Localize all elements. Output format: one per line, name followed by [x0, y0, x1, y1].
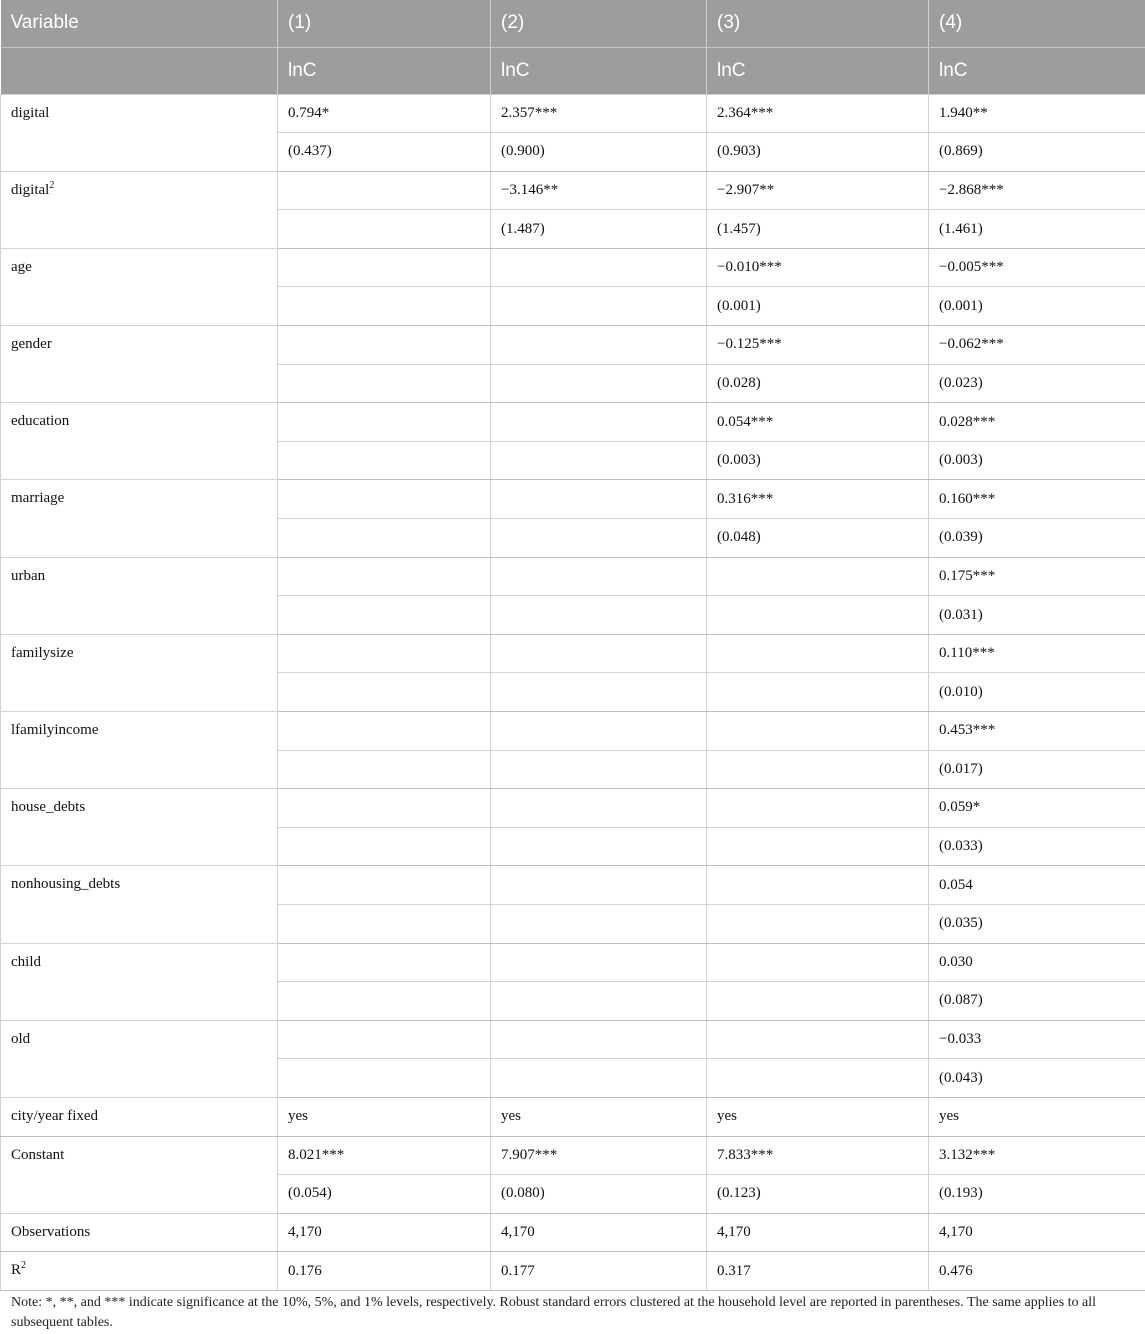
row-11-se-col-2: [491, 904, 707, 943]
row-12-variable-cell: [1, 943, 278, 1020]
row-3-se-col-1: [278, 287, 491, 326]
row-4-coef-col-4: −0.062***: [929, 326, 1145, 365]
variable-label: digital: [11, 181, 50, 198]
row-7-coef-col-3: [707, 557, 929, 596]
fixed-effects-variable-cell: [1, 1097, 278, 1136]
constant-se-col-2: (0.080): [491, 1175, 707, 1214]
row-6-coef-col-4: 0.160***: [929, 480, 1145, 519]
row-7-se-col-3: [707, 596, 929, 635]
row-10-coef-col-4: 0.059*: [929, 789, 1145, 828]
row-7-se-col-1: [278, 596, 491, 635]
row-3-se-col-4: (0.001): [929, 287, 1145, 326]
row-5-coef-col-4: 0.028***: [929, 403, 1145, 442]
row-8-se-col-3: [707, 673, 929, 712]
constant-coef-col-4: 3.132***: [929, 1136, 1145, 1175]
fixed-effects-col-3: yes: [707, 1097, 929, 1136]
row-11-coef-row: [1, 866, 1145, 905]
row-13-coef-col-1: [278, 1020, 491, 1059]
row-2-variable-cell: [1, 171, 278, 248]
constant-variable-cell: [1, 1136, 278, 1213]
variable-label: gender: [11, 336, 52, 353]
row-8-coef-col-1: [278, 634, 491, 673]
row-8-se-col-1: [278, 673, 491, 712]
row-4-coef-col-2: [491, 326, 707, 365]
variable-label: nonhousing_debts: [11, 876, 121, 893]
header-dependent-4: lnC: [929, 47, 1145, 94]
row-4-se-col-4: (0.023): [929, 364, 1145, 403]
row-1-coef-col-4: 1.940**: [929, 94, 1145, 133]
row-9-se-col-4: (0.017): [929, 750, 1145, 789]
row-13-coef-col-3: [707, 1020, 929, 1059]
superscript: 2: [49, 179, 55, 191]
row-2-se-col-4: (1.461): [929, 210, 1145, 249]
row-8-se-col-4: (0.010): [929, 673, 1145, 712]
row-12-se-col-2: [491, 982, 707, 1021]
fixed-effects-col-2: yes: [491, 1097, 707, 1136]
row-7-se-col-2: [491, 596, 707, 635]
constant-coef-col-3: 7.833***: [707, 1136, 929, 1175]
row-2-se-col-2: (1.487): [491, 210, 707, 249]
row-11-se-col-4: (0.035): [929, 904, 1145, 943]
row-11-variable-cell: [1, 866, 278, 943]
variable-label: familysize: [11, 644, 74, 661]
row-9-variable-cell: [1, 712, 278, 789]
header-row-dependent: [1, 47, 1145, 94]
row-2-coef-row: [1, 171, 1145, 210]
row-6-se-col-2: [491, 519, 707, 558]
row-3-coef-col-4: −0.005***: [929, 248, 1145, 287]
row-10-coef-row: [1, 789, 1145, 828]
row-5-variable-cell: [1, 403, 278, 480]
row-12-se-col-3: [707, 982, 929, 1021]
row-5-se-col-4: (0.003): [929, 441, 1145, 480]
row-13-coef-col-2: [491, 1020, 707, 1059]
table-note: Note: *, **, and *** indicate significance at the 10%, 5%, and 1% levels, respectively. Robust standard errors clustered at the household level are reported in parentheses. The same applies to all subsequent tables.: [11, 1295, 1097, 1330]
row-2-se-col-1: [278, 210, 491, 249]
row-13-coef-col-4: −0.033: [929, 1020, 1145, 1059]
r-squared-col-3: 0.317: [707, 1252, 929, 1291]
header-col-3: (3): [707, 0, 929, 47]
row-4-se-col-3: (0.028): [707, 364, 929, 403]
row-6-se-col-4: (0.039): [929, 519, 1145, 558]
header-dependent-3: lnC: [707, 47, 929, 94]
row-5-coef-col-2: [491, 403, 707, 442]
row-8-coef-col-4: 0.110***: [929, 634, 1145, 673]
constant-se-col-1: (0.054): [278, 1175, 491, 1214]
header-dependent-blank: [1, 47, 278, 94]
row-7-se-col-4: (0.031): [929, 596, 1145, 635]
row-10-coef-col-3: [707, 789, 929, 828]
row-6-se-col-1: [278, 519, 491, 558]
variable-label: old: [11, 1030, 31, 1047]
row-11-coef-col-3: [707, 866, 929, 905]
row-5-coef-col-1: [278, 403, 491, 442]
variable-label: Observations: [11, 1223, 91, 1240]
row-12-se-col-1: [278, 982, 491, 1021]
row-13-se-col-1: [278, 1059, 491, 1098]
row-5-coef-row: [1, 403, 1145, 442]
row-2-coef-col-3: −2.907**: [707, 171, 929, 210]
variable-label: education: [11, 413, 70, 430]
row-11-se-col-3: [707, 904, 929, 943]
variable-label: digital: [11, 104, 50, 121]
fixed-effects-col-1: yes: [278, 1097, 491, 1136]
row-1-se-col-4: (0.869): [929, 133, 1145, 172]
variable-label: urban: [11, 567, 46, 584]
row-9-se-col-3: [707, 750, 929, 789]
constant-coef-col-2: 7.907***: [491, 1136, 707, 1175]
row-11-coef-col-2: [491, 866, 707, 905]
row-3-coef-col-2: [491, 248, 707, 287]
row-4-coef-col-3: −0.125***: [707, 326, 929, 365]
variable-label: Constant: [11, 1146, 65, 1163]
row-3-se-col-2: [491, 287, 707, 326]
row-2-coef-col-1: [278, 171, 491, 210]
row-6-coef-col-2: [491, 480, 707, 519]
row-3-coef-col-1: [278, 248, 491, 287]
observations-col-1: 4,170: [278, 1213, 491, 1252]
row-9-se-col-2: [491, 750, 707, 789]
row-10-se-col-1: [278, 827, 491, 866]
row-12-coef-col-3: [707, 943, 929, 982]
fixed-effects-row: [1, 1097, 1145, 1136]
variable-label: city/year fixed: [11, 1107, 99, 1124]
row-9-coef-col-3: [707, 712, 929, 751]
row-13-se-col-3: [707, 1059, 929, 1098]
row-13-variable-cell: [1, 1020, 278, 1097]
row-1-coef-row: [1, 94, 1145, 133]
row-5-se-col-1: [278, 441, 491, 480]
constant-se-col-3: (0.123): [707, 1175, 929, 1214]
row-13-se-col-4: (0.043): [929, 1059, 1145, 1098]
row-6-coef-row: [1, 480, 1145, 519]
header-col-4: (4): [929, 0, 1145, 47]
row-3-coef-row: [1, 248, 1145, 287]
row-1-se-col-1: (0.437): [278, 133, 491, 172]
fixed-effects-col-4: yes: [929, 1097, 1145, 1136]
row-7-coef-col-4: 0.175***: [929, 557, 1145, 596]
row-3-se-col-3: (0.001): [707, 287, 929, 326]
row-3-coef-col-3: −0.010***: [707, 248, 929, 287]
row-10-coef-col-1: [278, 789, 491, 828]
variable-label: house_debts: [11, 799, 86, 816]
row-12-coef-col-1: [278, 943, 491, 982]
row-11-coef-col-1: [278, 866, 491, 905]
row-4-se-col-1: [278, 364, 491, 403]
row-10-se-col-4: (0.033): [929, 827, 1145, 866]
header-dependent-1: lnC: [278, 47, 491, 94]
row-9-coef-col-4: 0.453***: [929, 712, 1145, 751]
row-1-variable-cell: [1, 94, 278, 171]
r-squared-row: [1, 1252, 1145, 1291]
row-12-coef-col-2: [491, 943, 707, 982]
row-13-se-col-2: [491, 1059, 707, 1098]
observations-row: [1, 1213, 1145, 1252]
row-3-variable-cell: [1, 248, 278, 325]
row-13-coef-row: [1, 1020, 1145, 1059]
row-8-variable-cell: [1, 634, 278, 711]
row-8-coef-col-2: [491, 634, 707, 673]
row-1-coef-col-1: 0.794*: [278, 94, 491, 133]
row-9-se-col-1: [278, 750, 491, 789]
header-dependent-2: lnC: [491, 47, 707, 94]
row-8-coef-col-3: [707, 634, 929, 673]
row-1-coef-col-3: 2.364***: [707, 94, 929, 133]
row-9-coef-col-2: [491, 712, 707, 751]
row-9-coef-row: [1, 712, 1145, 751]
r-squared-col-4: 0.476: [929, 1252, 1145, 1291]
row-11-coef-col-4: 0.054: [929, 866, 1145, 905]
row-1-se-col-3: (0.903): [707, 133, 929, 172]
row-2-coef-col-2: −3.146**: [491, 171, 707, 210]
row-11-se-col-1: [278, 904, 491, 943]
header-row-columns: [1, 0, 1145, 47]
constant-coef-row: [1, 1136, 1145, 1175]
observations-col-2: 4,170: [491, 1213, 707, 1252]
observations-variable-cell: [1, 1213, 278, 1252]
header-variable: Variable: [1, 0, 278, 47]
variable-label: lfamilyincome: [11, 722, 99, 738]
row-4-coef-col-1: [278, 326, 491, 365]
variable-label: marriage: [11, 490, 65, 507]
row-10-variable-cell: [1, 789, 278, 866]
row-5-se-col-3: (0.003): [707, 441, 929, 480]
table-body: [1, 94, 1145, 1290]
row-8-coef-row: [1, 634, 1145, 673]
r-squared-variable-cell: [1, 1252, 278, 1291]
r-squared-col-1: 0.176: [278, 1252, 491, 1291]
row-7-coef-col-2: [491, 557, 707, 596]
row-1-coef-col-2: 2.357***: [491, 94, 707, 133]
superscript: 2: [21, 1260, 27, 1272]
row-4-coef-row: [1, 326, 1145, 365]
row-6-variable-cell: [1, 480, 278, 557]
row-1-se-col-2: (0.900): [491, 133, 707, 172]
constant-se-col-4: (0.193): [929, 1175, 1145, 1214]
variable-label: age: [11, 258, 32, 275]
row-5-se-col-2: [491, 441, 707, 480]
row-10-se-col-2: [491, 827, 707, 866]
row-2-coef-col-4: −2.868***: [929, 171, 1145, 210]
table-header: [1, 0, 1145, 94]
constant-coef-col-1: 8.021***: [278, 1136, 491, 1175]
row-6-coef-col-1: [278, 480, 491, 519]
row-7-coef-col-1: [278, 557, 491, 596]
row-4-variable-cell: [1, 326, 278, 403]
row-10-coef-col-2: [491, 789, 707, 828]
row-9-coef-col-1: [278, 712, 491, 751]
row-12-se-col-4: (0.087): [929, 982, 1145, 1021]
observations-col-4: 4,170: [929, 1213, 1145, 1252]
header-col-1: (1): [278, 0, 491, 47]
row-2-se-col-3: (1.457): [707, 210, 929, 249]
row-6-se-col-3: (0.048): [707, 519, 929, 558]
row-7-variable-cell: [1, 557, 278, 634]
row-12-coef-col-4: 0.030: [929, 943, 1145, 982]
row-10-se-col-3: [707, 827, 929, 866]
row-8-se-col-2: [491, 673, 707, 712]
header-col-2: (2): [491, 0, 707, 47]
variable-label: child: [11, 953, 41, 970]
variable-label: R: [11, 1262, 22, 1279]
r-squared-col-2: 0.177: [491, 1252, 707, 1291]
row-6-coef-col-3: 0.316***: [707, 480, 929, 519]
observations-col-3: 4,170: [707, 1213, 929, 1252]
row-4-se-col-2: [491, 364, 707, 403]
row-12-coef-row: [1, 943, 1145, 982]
row-7-coef-row: [1, 557, 1145, 596]
row-5-coef-col-3: 0.054***: [707, 403, 929, 442]
